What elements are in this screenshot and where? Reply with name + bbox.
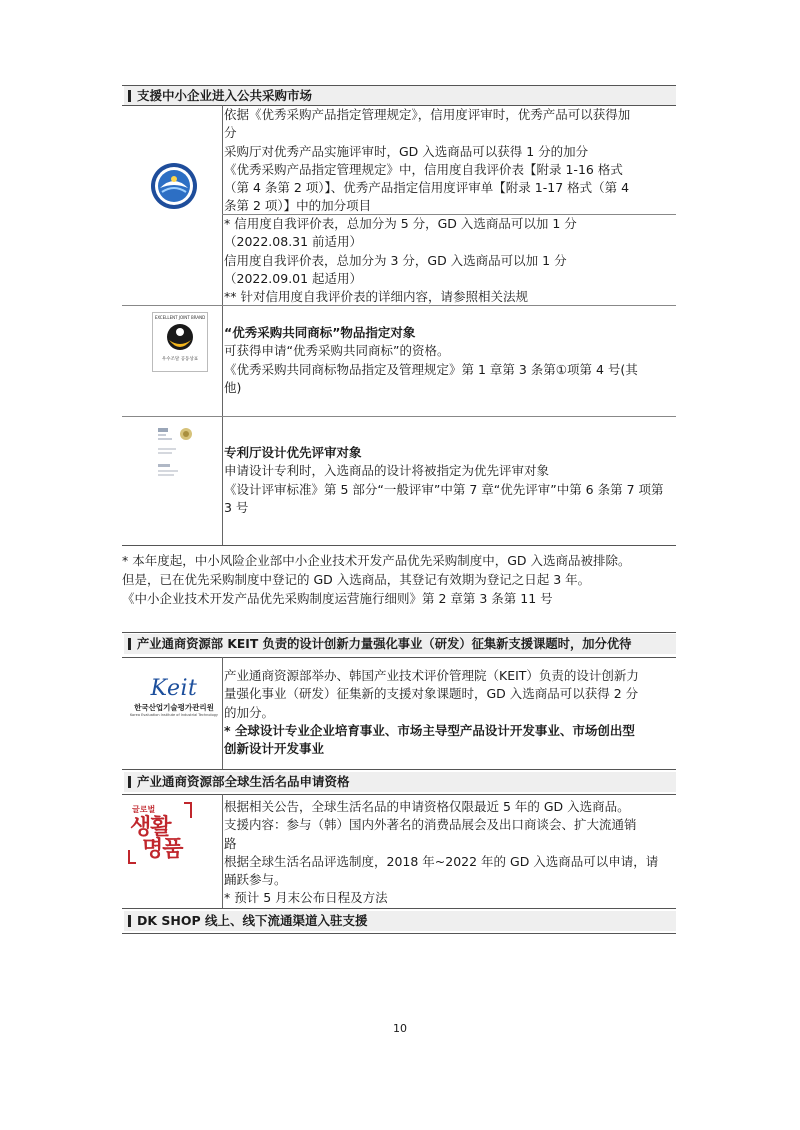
patent-certificate-thumbnail: [152, 426, 196, 484]
column-divider: [222, 657, 223, 769]
header-bar-icon: [128, 90, 131, 102]
rule: [122, 794, 676, 795]
rule: [122, 769, 676, 770]
column-divider: [222, 105, 223, 545]
section-header-global: 产业通商资源部全球生活名品申请资格: [124, 772, 676, 792]
rule: [122, 416, 676, 417]
rule: [122, 305, 676, 306]
procurement-notes: * 本年度起，中小风险企业部中小企业技术开发产品优先采购制度中，GD 入选商品被排除。 但是，已在优先采购制度中登记的 GD 入选商品，其登记有效期为登记之日起 3 年。 《中小企业技术开发产品优先采购制度运营施行细则》第 2 章第 3 条第 11 号: [122, 553, 631, 606]
keit-text: 产业通商资源部举办、韩国产业技术评价管理院（KEIT）负责的设计创新力 量强化事业（研发）征集新的支援对象课题时，GD 入选商品可以获得 2 分 的加分。 * 全球设计专业企业培育事业、市场主导型产品设计开发事业、市场创出型 创新设计开发事业: [224, 668, 639, 757]
procurement-row1-notes: * 信用度自我评价表，总加分为 5 分，GD 入选商品可以加 1 分 （2022.08.31 前适用） 信用度自我评价表，总加分为 3 分，GD 入选商品可以加 1 分 （2022.09.01 起适用） ** 针对信用度自我评价表的详细内容，请参照相关法规: [224, 216, 577, 305]
excellent-joint-brand-logo: EXCELLENT JOINT BRAND 우수조달 공동상표: [152, 312, 208, 372]
header-bar-icon: [128, 915, 131, 927]
rule: [122, 632, 676, 633]
procurement-row3-text: 专利厅设计优先评审对象 申请设计专利时，入选商品的设计将被指定为优先评审对象 《设计评审标准》第 5 部分“一般评审”中第 7 章“优先评审”中第 6 条第 7 项第 3 号: [224, 445, 664, 515]
column-divider: [222, 794, 223, 908]
procurement-row1-text: 依据《优秀采购产品指定管理规定》，信用度评审时，优秀产品可以获得加 分 采购厅对优秀产品实施评审时，GD 入选商品可以获得 1 分的加分 《优秀采购产品指定管理规定》中，信用度自我评价表【附录 1-16 格式 （第 4 条第 2 项）】、优秀产品指定信用度评审单【附录 1-17 格式（第 4 条第 2 项）】中的加分项目: [224, 107, 631, 214]
section-header-keit: 产业通商资源部 KEIT 负责的设计创新力量强化事业（研发）征集新支援课题时，加分优待: [124, 634, 676, 654]
excellent-procurement-emblem: [150, 162, 198, 210]
section-header-procurement: 支援中小企业进入公共采购市场: [124, 86, 676, 106]
global-living-brand-logo: 글로벌 생활 명품: [128, 802, 194, 864]
rule: [122, 908, 676, 909]
global-text: 根据相关公告，全球生活名品的申请资格仅限最近 5 年的 GD 入选商品。 支援内容：参与（韩）国内外著名的消费品展会及出口商谈会、扩大流通销 路 根据全球生活名品评选制度，2018 年~2022 年的 GD 入选商品可以申请，请 踊跃参与。 * 预计 5 月末公布日程及方法: [224, 799, 659, 906]
header-bar-icon: [128, 638, 131, 650]
rule: [122, 657, 676, 658]
section-header-dkshop: DK SHOP 线上、线下流通渠道入驻支援: [124, 911, 676, 931]
bracket-bottom-icon: [128, 850, 136, 864]
rule: [122, 545, 676, 546]
keit-logo: Keit 한국산업기술평가관리원 Korea Evaluation Institute of Industrial Technology: [130, 676, 218, 717]
rule: [122, 933, 676, 934]
page-number: 10: [393, 1022, 407, 1035]
header-bar-icon: [128, 776, 131, 788]
procurement-row2-text: “优秀采购共同商标”物品指定对象 可获得申请“优秀采购共同商标”的资格。 《优秀采购共同商标物品指定及管理规定》第 1 章第 3 条第①项第 4 号(其 他): [224, 325, 638, 395]
bracket-top-icon: [184, 802, 192, 818]
